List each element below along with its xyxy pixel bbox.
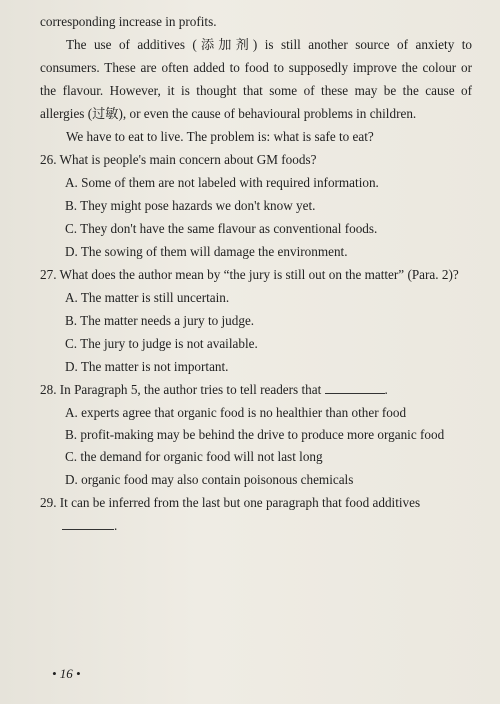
option-d[interactable]: D. organic food may also contain poisonous chemicals bbox=[65, 472, 354, 487]
question-27 bbox=[40, 263, 472, 378]
option-c[interactable]: C. They don't have the same flavour as conventional foods. bbox=[65, 221, 378, 236]
option-b[interactable]: B. They might pose hazards we don't know yet. bbox=[65, 198, 316, 213]
page-content bbox=[40, 10, 472, 537]
stem-end: . bbox=[384, 382, 388, 397]
answer-blank[interactable] bbox=[325, 381, 385, 394]
option-a[interactable]: A. experts agree that organic food is no healthier than other food bbox=[65, 405, 407, 420]
passage-line: corresponding increase in profits. bbox=[40, 14, 217, 29]
option-d[interactable]: D. The sowing of them will damage the environment. bbox=[65, 244, 348, 259]
option-d[interactable]: D. The matter is not important. bbox=[65, 359, 229, 374]
question-29 bbox=[40, 491, 472, 537]
question-text: In Paragraph 5, the author tries to tell readers that bbox=[59, 382, 322, 397]
option-c[interactable]: C. The jury to judge is not available. bbox=[65, 336, 258, 351]
option-b[interactable]: B. profit-making may be behind the drive to produce more organic food bbox=[65, 427, 445, 442]
page-number: • 16 • bbox=[52, 666, 81, 681]
passage-paragraph-additives: The use of additives (添加剂) is still another source of anxiety to consumers. These are often added to food to supposedly improve the colour or the flavour. However, it is thought that some of these may be the cause of allergies (过敏), or even the cause of behavioural problems in children. bbox=[40, 37, 472, 121]
question-number: 28. bbox=[40, 382, 57, 397]
question-stem bbox=[40, 148, 472, 171]
question-text: What does the author mean by “the jury is still out on the matter” (Para. 2)? bbox=[59, 267, 459, 282]
question-stem bbox=[40, 378, 472, 401]
question-28 bbox=[40, 378, 472, 491]
question-number: 29. bbox=[40, 495, 57, 510]
option-a[interactable]: A. Some of them are not labeled with required information. bbox=[65, 175, 379, 190]
answer-blank[interactable] bbox=[62, 517, 114, 530]
question-text: It can be inferred from the last but one paragraph that food additives bbox=[59, 495, 421, 510]
passage-paragraph-eat: We have to eat to live. The problem is: what is safe to eat? bbox=[66, 129, 374, 144]
question-text: What is people's main concern about GM foods? bbox=[59, 152, 317, 167]
question-stem bbox=[40, 263, 472, 286]
question-number: 27. bbox=[40, 267, 57, 282]
option-a[interactable]: A. The matter is still uncertain. bbox=[65, 290, 230, 305]
stem-end: . bbox=[114, 518, 118, 533]
question-stem bbox=[40, 491, 472, 537]
option-c[interactable]: C. the demand for organic food will not last long bbox=[65, 449, 323, 464]
option-b[interactable]: B. The matter needs a jury to judge. bbox=[65, 313, 255, 328]
question-26 bbox=[40, 148, 472, 263]
question-number: 26. bbox=[40, 152, 57, 167]
